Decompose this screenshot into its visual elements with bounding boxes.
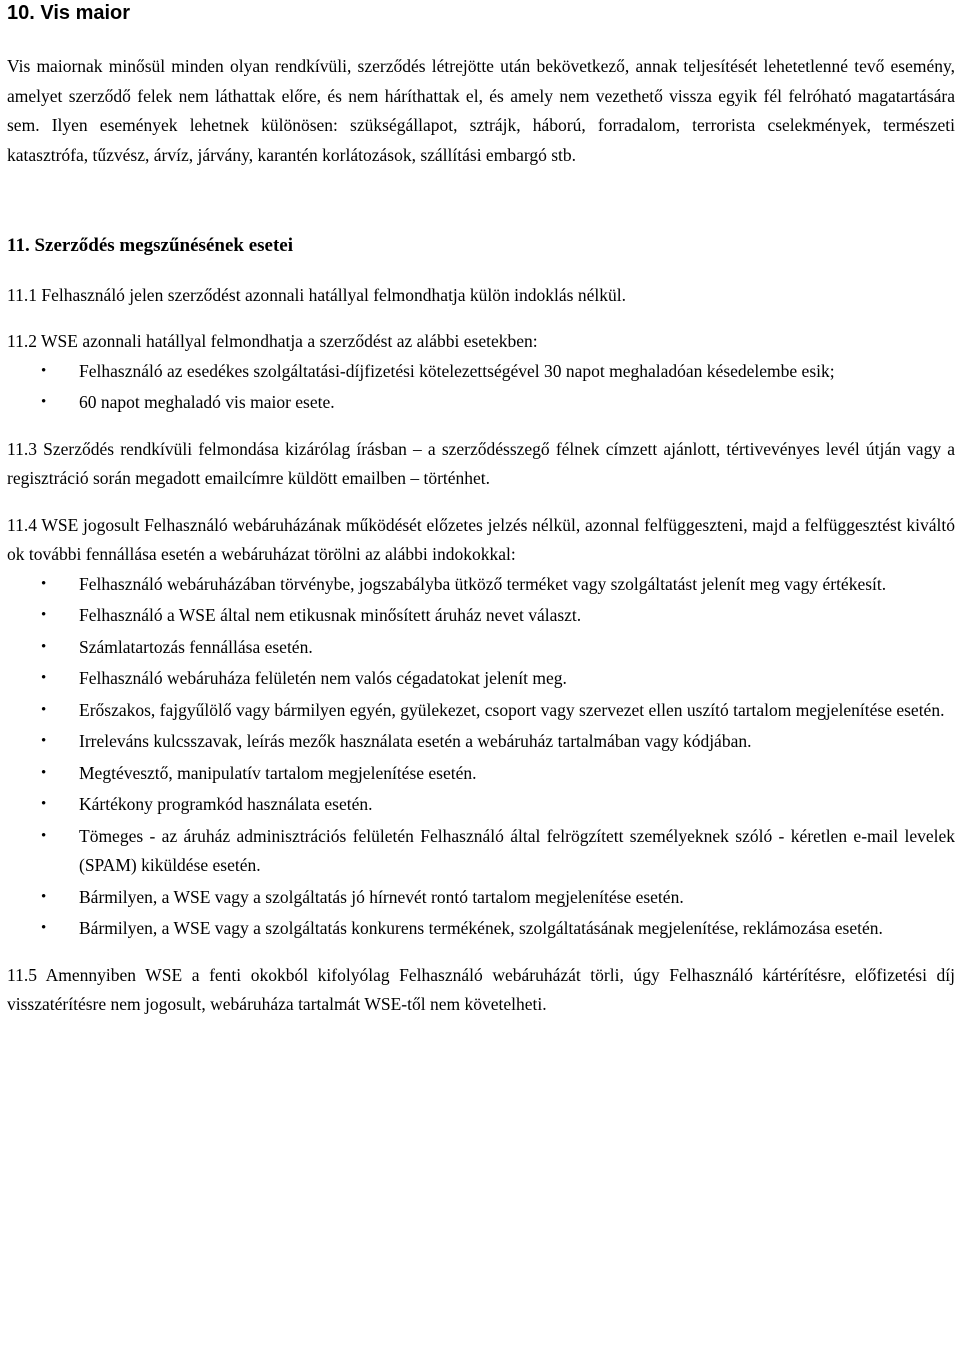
list-item-text: Felhasználó webáruháza felületén nem valós cégadatokat jelenít meg. xyxy=(79,668,567,688)
list-item xyxy=(7,790,955,820)
list-item xyxy=(7,664,955,694)
clause-11-1: 11.1 Felhasználó jelen szerződést azonnali hatállyal felmondhatja külön indoklás nélkül. xyxy=(7,284,626,305)
bullet-icon: • xyxy=(41,607,47,623)
bullet-icon: • xyxy=(41,575,47,592)
section-10-heading: 10. Vis maior xyxy=(7,2,131,24)
list-item xyxy=(7,727,955,757)
list-item-text: Felhasználó webáruházában törvénybe, jogszabályba ütköző terméket vagy szolgáltatást jelenít meg vagy értékesít. xyxy=(79,573,887,594)
clause-11-2: 11.2 WSE azonnali hatállyal felmondhatja a szerződést az alábbi esetekben: xyxy=(7,331,538,351)
list-item-text: 60 napot meghaladó vis maior esete. xyxy=(79,392,335,412)
bullet-icon: • xyxy=(41,920,47,936)
list-item-text: Felhasználó az esedékes szolgáltatási-díjfizetési kötelezettségével 30 napot meghaladóan késedelembe esik; xyxy=(79,360,835,381)
list-item-text: Irreleváns kulcsszavak, leírás mezők használata esetén a webáruház tartalmában vagy kódjában. xyxy=(79,731,752,751)
bullet-icon: • xyxy=(41,827,47,844)
clause-11-3: 11.3 Szerződés rendkívüli felmondása kizárólag írásban – a szerződésszegő félnek címzett ajánlott, tértivevényes levél útján vagy a regisztráció során megadott emailcímre küldött emailben – történhet. xyxy=(7,438,955,488)
section-10-paragraph: Vis maiornak minősül minden olyan rendkívüli, szerződés létrejötte után bekövetkező, annak teljesítését lehetetlenné tevő esemény, amelyet szerződő felek nem láthattak előre, és nem háríthattak el, és amely nem vezethető vissza egyik fél felróható magatartására sem. Ilyen események lehetnek különösen: szükségállapot, sztrájk, háború, forradalom, terrorista cselekmények, természeti katasztrófa, tűzvész, árvíz, járvány, karantén korlátozások, szállítási embargó stb. xyxy=(7,56,955,165)
bullet-icon: • xyxy=(41,701,47,718)
list-item-text: Számlatartozás fennállása esetén. xyxy=(79,636,313,657)
list-item xyxy=(7,914,955,944)
list-item xyxy=(7,759,955,789)
list-item xyxy=(7,883,955,913)
bullet-icon: • xyxy=(41,733,47,749)
clause-11-4-list xyxy=(7,570,955,944)
bullet-icon: • xyxy=(41,888,47,905)
list-item xyxy=(7,601,955,631)
list-item xyxy=(7,570,955,600)
bullet-icon: • xyxy=(41,796,47,812)
list-item xyxy=(7,696,955,726)
list-item xyxy=(7,633,955,663)
bullet-icon: • xyxy=(41,670,47,686)
bullet-icon: • xyxy=(41,764,47,781)
list-item-text: Tömeges - az áruház adminisztrációs felületén Felhasználó által felrögzített személyeknek szóló - kéretlen e-mail levelek (SPAM) kiküldése esetén. xyxy=(79,825,955,875)
clause-11-5: 11.5 Amennyiben WSE a fenti okokból kifolyólag Felhasználó webáruházát törli, úgy Felhasználó kártérítésre, előfizetési díj visszatérítésre nem jogosult, webáruháza tartalmát WSE-től nem követelheti. xyxy=(7,964,955,1014)
bullet-icon: • xyxy=(41,638,47,655)
list-item-text: Erőszakos, fajgyűlölő vagy bármilyen egyén, gyülekezet, csoport vagy szervezet ellen uszító tartalom megjelenítése esetén. xyxy=(79,699,945,720)
section-11-heading: 11. Szerződés megszűnésének esetei xyxy=(7,235,293,256)
list-item-text: Megtévesztő, manipulatív tartalom megjelenítése esetén. xyxy=(79,762,477,783)
list-item-text: Bármilyen, a WSE vagy a szolgáltatás jó hírnevét rontó tartalom megjelenítése esetén. xyxy=(79,886,684,907)
bullet-icon: • xyxy=(41,362,47,379)
list-item-text: Felhasználó a WSE által nem etikusnak minősített áruház nevet választ. xyxy=(79,605,582,625)
clause-11-2-list xyxy=(7,357,955,418)
list-item xyxy=(7,822,955,881)
clause-11-4: 11.4 WSE jogosult Felhasználó webáruházának működését előzetes jelzés nélkül, azonnal felfüggeszteni, majd a felfüggesztést kiváltó ok további fennállása esetén a webáruházat törölni az alábbi indokokkal: xyxy=(7,514,955,564)
list-item-text: Bármilyen, a WSE vagy a szolgáltatás konkurens termékének, szolgáltatásának megjelenítése, reklámozása esetén. xyxy=(79,918,883,938)
list-item xyxy=(7,388,955,418)
bullet-icon: • xyxy=(41,394,47,410)
document-page xyxy=(7,0,955,1020)
list-item xyxy=(7,357,955,387)
list-item-text: Kártékony programkód használata esetén. xyxy=(79,794,373,814)
